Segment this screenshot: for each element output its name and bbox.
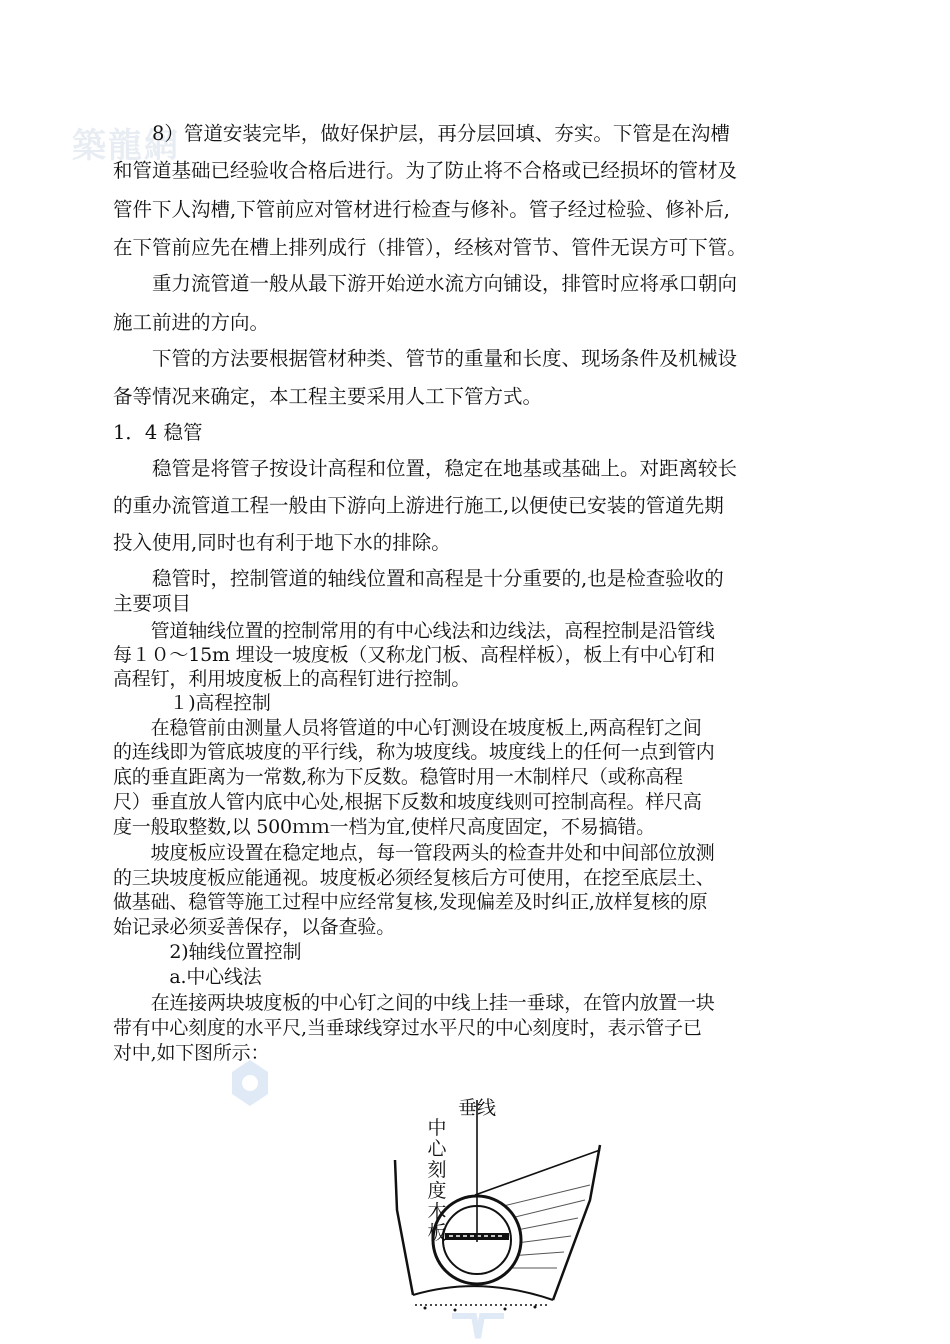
paragraph-line: 做基础、稳管等施工过程中应经常复核,发现偏差及时纠正,放样复核的原 — [113, 891, 708, 913]
paragraph-line: 带有中心刻度的水平尺,当垂球线穿过水平尺的中心刻度时，表示管子已 — [113, 1017, 702, 1039]
paragraph-line: 的连线即为管底坡度的平行线，称为坡度线。坡度线上的任何一点到管内 — [113, 741, 715, 763]
watermark-logo-icon — [228, 1058, 272, 1108]
paragraph-line: 始记录必须妥善保存，以备查验。 — [113, 916, 396, 938]
plumb-line-label: 垂线 — [458, 1097, 497, 1119]
subheading: １)高程控制 — [113, 692, 271, 714]
paragraph-line: 的重办流管道工程一般由下游向上游进行施工,以便使已安装的管道先期 — [113, 494, 724, 517]
paragraph-line: 下管的方法要根据管材种类、管节的重量和长度、现场条件及机械设 — [113, 347, 738, 370]
center-line-method-figure — [385, 1090, 625, 1320]
paragraph-line: 每１０～15m 埋设一坡度板（又称龙门板、高程样板），板上有中心钉和 — [113, 644, 715, 666]
paragraph-line: 管道轴线位置的控制常用的有中心线法和边线法，高程控制是沿管线 — [113, 620, 715, 642]
paragraph-line: 尺）垂直放人管内底中心处,根据下反数和坡度线则可控制高程。样尺高 — [113, 791, 702, 813]
subheading: 2)轴线位置控制 — [113, 941, 302, 963]
subheading: a.中心线法 — [113, 966, 262, 988]
paragraph-line: 备等情况来确定，本工程主要采用人工下管方式。 — [113, 385, 543, 408]
paragraph-line: 投入使用,同时也有利于地下水的排除。 — [113, 531, 451, 554]
paragraph-line: 和管道基础已经验收合格后进行。为了防止将不合格或已经损坏的管材及 — [113, 159, 738, 182]
level-board-label: 中心刻度木板 — [427, 1117, 447, 1244]
paragraph-line: 坡度板应设置在稳定地点，每一管段两头的检查井处和中间部位放测 — [113, 842, 715, 864]
paragraph-line: 高程钉，利用坡度板上的高程钉进行控制。 — [113, 668, 471, 690]
paragraph-line: 在下管前应先在槽上排列成行（排管），经核对管节、管件无误方可下管。 — [113, 236, 747, 259]
paragraph-line: 稳管时，控制管道的轴线位置和高程是十分重要的,也是检查验收的 — [113, 567, 724, 590]
paragraph-line: 在稳管前由测量人员将管道的中心钉测设在坡度板上,两高程钉之间 — [113, 717, 702, 739]
paragraph-line: 底的垂直距离为一常数,称为下反数。稳管时用一木制样尺（或称高程 — [113, 766, 683, 788]
paragraph-line: 主要项目 — [113, 592, 192, 615]
paragraph-line: 度一般取整数,以 500ｍｍ一档为宜,使样尺高度固定，不易搞错。 — [113, 816, 655, 838]
paragraph-line: 的三块坡度板应能通视。坡度板必须经复核后方可使用，在挖至底层土、 — [113, 867, 715, 889]
paragraph-line: 对中,如下图所示： — [113, 1042, 270, 1064]
paragraph-line: 稳管是将管子按设计高程和位置，稳定在地基或基础上。对距离较长 — [113, 457, 738, 480]
watermark: 築龍網 — [72, 126, 180, 166]
paragraph-line: 管件下人沟槽,下管前应对管材进行检查与修补。管子经过检验、修补后, — [113, 198, 730, 221]
paragraph-line: 8）管道安装完毕，做好保护层，再分层回填、夯实。下管是在沟槽 — [113, 122, 730, 145]
paragraph-line: 在连接两块坡度板的中心钉之间的中线上挂一垂球，在管内放置一块 — [113, 992, 715, 1014]
section-heading: 1．4 稳管 — [113, 421, 203, 444]
paragraph-line: 重力流管道一般从最下游开始逆水流方向铺设，排管时应将承口朝向 — [113, 272, 738, 295]
paragraph-line: 施工前进的方向。 — [113, 311, 270, 334]
